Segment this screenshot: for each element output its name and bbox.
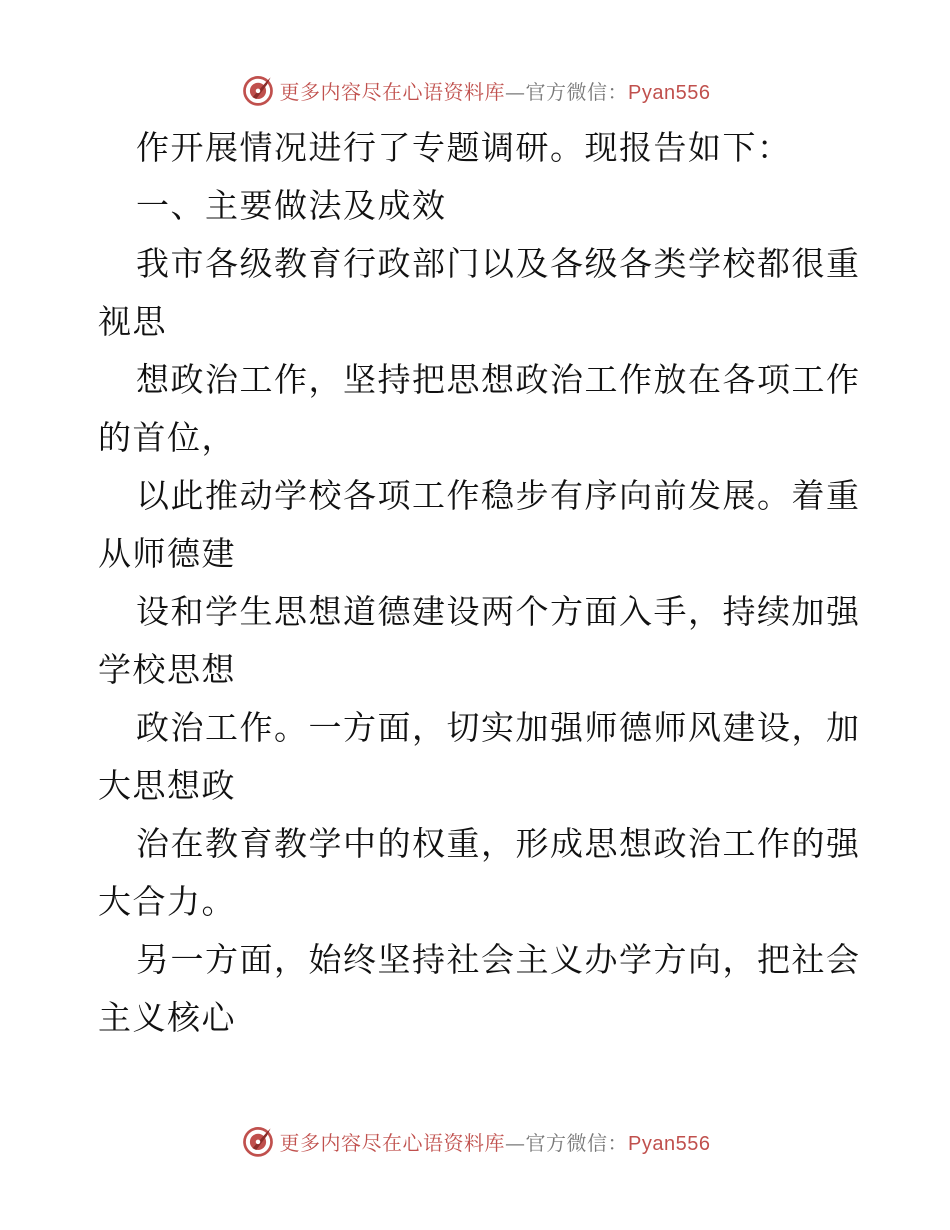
text-line: 另一方面，始终坚持社会主义办学方向，把社会 [136,940,861,979]
text-line: 以此推动学校各项工作稳步有序向前发展。着重 [136,476,861,515]
footer-wechat-label: 官方微信： [525,1130,629,1155]
header-dash: — [505,79,526,104]
footer-text [280,1127,711,1156]
header-banner [0,70,950,110]
text-line: 治在教育教学中的权重，形成思想政治工作的强 [136,824,861,863]
text-line: 我市各级教育行政部门以及各级各类学校都很重 [136,244,861,283]
pen-nib-logo-icon [240,1123,276,1159]
header-wechat-label: 官方微信： [525,79,629,104]
pen-nib-logo-icon [240,72,276,108]
section-heading: 一、主要做法及成效 [136,186,447,225]
footer-dash: — [505,1130,526,1155]
text-line: 作开展情况进行了专题调研。现报告如下： [136,128,792,167]
text-line: 从师德建 [98,534,236,573]
text-line: 主义核心 [98,998,236,1037]
header-brand: 更多内容尽在心语资料库 [279,79,506,104]
text-line: 想政治工作，坚持把思想政治工作放在各项工作 [136,360,861,399]
footer-wechat-id: Pyan556 [628,1132,711,1155]
text-line: 大思想政 [98,766,236,805]
text-line: 学校思想 [98,650,236,689]
text-line: 设和学生思想道德建设两个方面入手，持续加强 [136,592,861,631]
footer-brand: 更多内容尽在心语资料库 [279,1130,506,1155]
footer-banner [0,1121,950,1161]
header-wechat-id: Pyan556 [628,81,711,104]
text-line: 视思 [98,302,167,341]
text-line: 政治工作。一方面，切实加强师德师风建设，加 [136,708,861,747]
header-text [280,76,711,105]
text-line: 的首位， [98,418,236,457]
document-body [98,119,861,1047]
text-line: 大合力。 [98,882,236,921]
